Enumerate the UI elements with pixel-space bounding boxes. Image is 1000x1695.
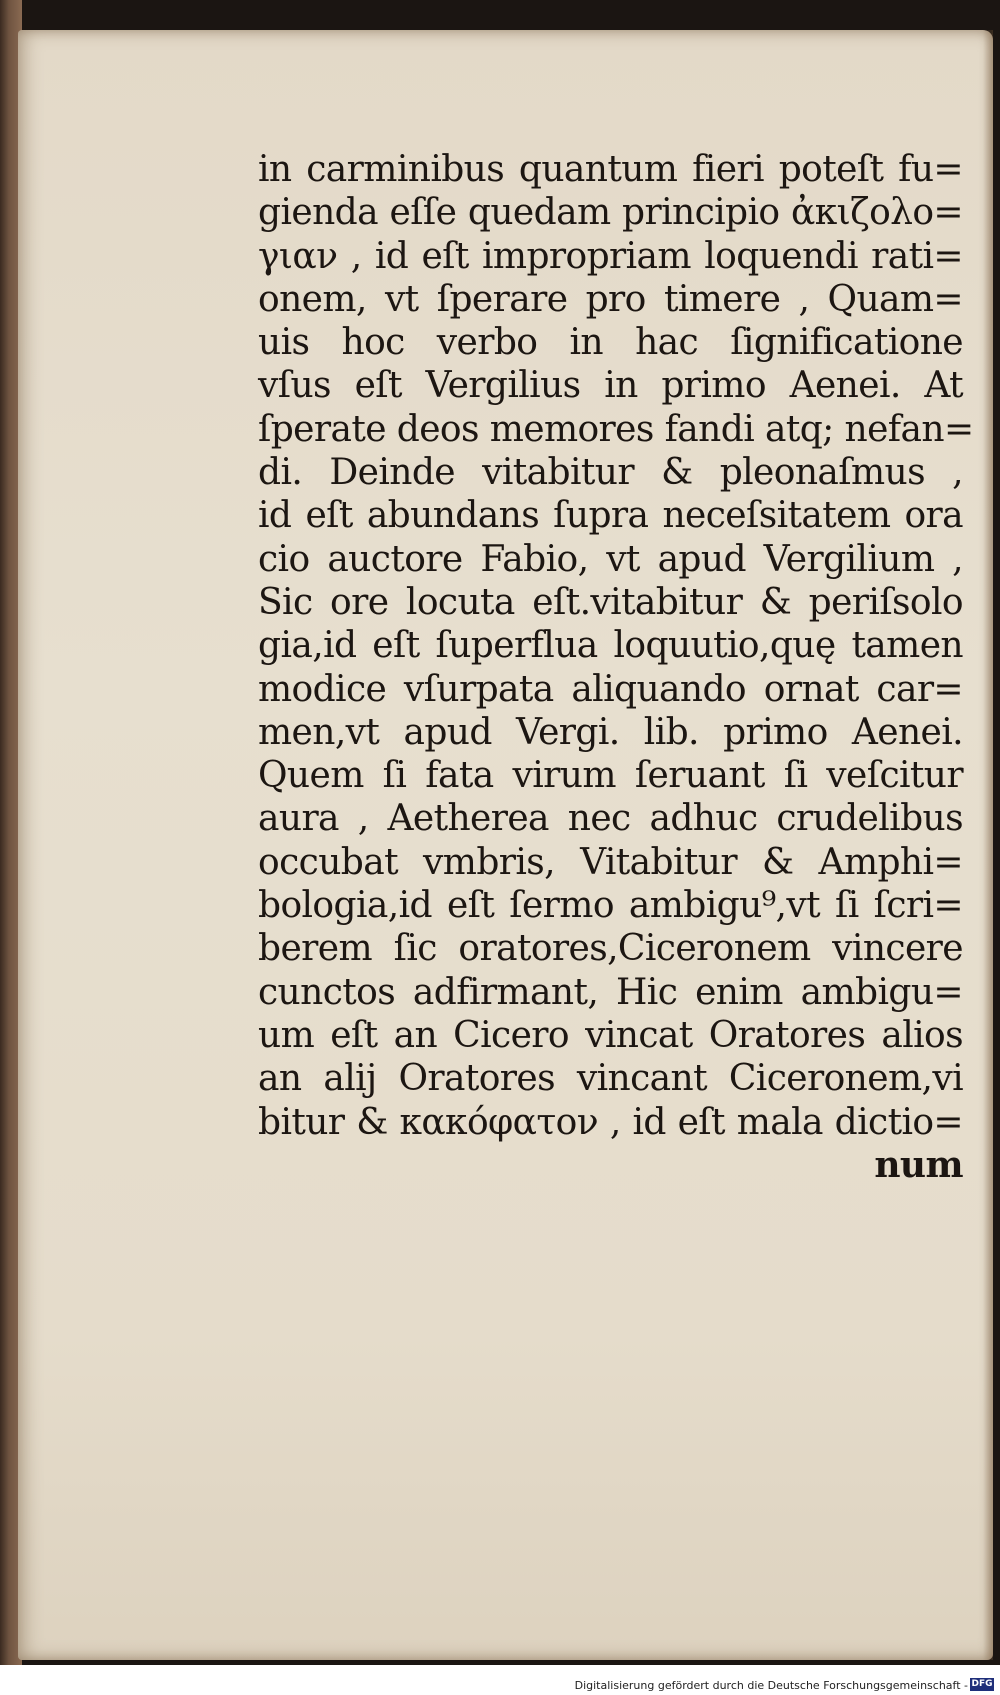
text-line: in carminibus quantum fieri poteſt fu= <box>258 149 963 190</box>
text-line: gia,id eſt ſuperflua loquutio,quę tamen <box>258 625 963 667</box>
text-line: occubat vmbris, Vitabitur & Amphi= <box>258 841 963 883</box>
text-line: onem, vt ſperare pro timere , Quam= <box>258 278 963 320</box>
text-line: gienda eſſe quedam principio ἀκιζολο= <box>258 192 963 234</box>
text-line: men,vt apud Vergi. lib. primo Aenei. <box>258 711 963 753</box>
text-line: bitur & κακόφατον , id eſt mala dictio= <box>258 1101 963 1143</box>
text-line: bologia,id eſt ſermo ambigu⁹,vt ſi ſcri= <box>258 885 963 927</box>
text-line: um eſt an Cicero vincat Oratores alios <box>258 1014 963 1056</box>
text-line: ſperate deos memores fandi atq; nefan= <box>258 408 974 450</box>
digitization-credit: Digitalisierung gefördert durch die Deutsche Forschungsgemeinschaft - <box>574 1679 968 1692</box>
text-line: uis hoc verbo in hac ſignificatione <box>258 322 963 364</box>
page-edge-shadow <box>983 30 993 1660</box>
text-line: aura , Aetherea nec adhuc crudelibus <box>258 798 963 840</box>
text-line: modice vſurpata aliquando ornat car= <box>258 668 963 710</box>
catchword: num <box>874 1143 963 1186</box>
text-line: berem ſic oratores,Ciceronem vincere <box>258 928 963 970</box>
text-line: γιαν , id eſt impropriam loquendi rati= <box>258 235 963 277</box>
dfg-logo: DFG <box>971 1679 993 1689</box>
text-line: di. Deinde vitabitur & pleonaſmus , <box>258 452 963 494</box>
page-text-block <box>258 148 974 1187</box>
text-line: cio auctore Fabio, vt apud Vergilium , <box>258 538 963 580</box>
text-line: vſus eſt Vergilius in primo Aenei. At <box>258 365 963 407</box>
text-line: an alij Oratores vincant Ciceronem,vi <box>258 1058 963 1100</box>
text-line: id eſt abundans ſupra neceſsitatem ora <box>258 495 963 537</box>
text-line: Sic ore locuta eſt.vitabitur & periſsolo <box>258 581 963 623</box>
text-line: cunctos adfirmant, Hic enim ambigu= <box>258 971 963 1013</box>
text-line: Quem ſi fata virum ſeruant ſi veſcitur <box>258 755 963 797</box>
